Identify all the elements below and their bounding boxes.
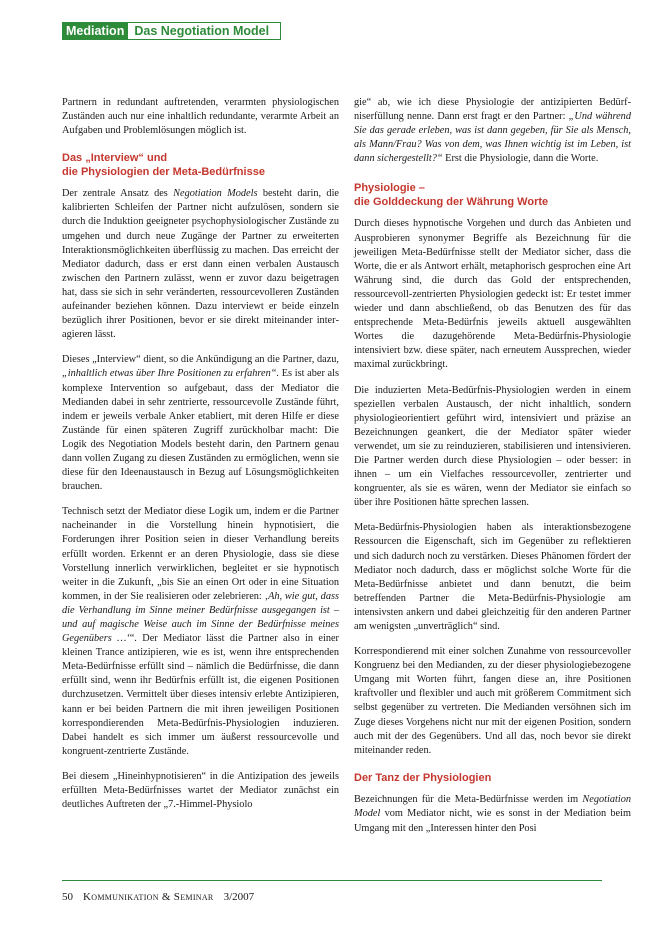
footer-divider [62, 880, 602, 881]
page-number: 50 [62, 891, 73, 903]
publication-name: Kommunikation & Seminar [83, 891, 214, 903]
paragraph: Meta-Bedürfnis-Physiologien haben als interaktionsbezogene Ressourcen die Eigenschaft, sich im Gegenüber zu reflektieren und sich dadurch noch zu verstärken. Dieses Phänomen fördert der Mediator noch dadurch, dass er möglichst solche Worte für die Meta-Bedürfnisse anbietet und dann benutzt, die beim betreffenden Partner die Meta-Bedürfnis-Physiologie am intensivsten ankern und dabei gleichzeitig für den anderen Partner am wenigsten „unverträglich“ sind. [354, 522, 631, 632]
section-heading-interview [62, 152, 339, 179]
text-run: besteht darin, die kalibrierten Schleifen der Partner nicht aufzulösen, sondern sie durch die Induktion geeigneter psychophysiologischer Zustände zu umgehen und durch neue Zugänge der Partner zu erweiterten Interaktionsmöglichkeiten überflüssig zu machen. Das erreicht der Mediator dadurch, dass er erst dann einen verbalen Austausch zwischen den Partnern zulässt, wenn er zuvor dazu beigetragen hat, dass sie sich in sehr veränderten, ressourcevolleren Zuständen aufeinander beziehen können. Dazu interviewt er beide einzeln bezüglich ihrer Positionen, bevor er sie direkt miteinander interagieren lässt. [62, 188, 339, 341]
text-run: Es ist aber als komplexe Intervention so aufgebaut, dass der Mediator die Medianden dabei in sehr zentrierte, ressourcevolle Zustände führt, indem er jeweils verbale Anker etabliert, mit deren Hilfe er diese Zustände für einen späteren Zugriff zurückholbar macht: Die Logik des Negotiation Models besteht darin, den Partnern genau dann vollen Zugang zu diesen Zuständen zu ermöglichen, wenn sie diese für den Ideenaustausch in Bezug auf Lösungsmöglichkeiten brauchen. [62, 368, 340, 493]
emphasis: ‚Ah, wie gut, dass die Verhandlung im Sinne meiner Bedürfnisse ausgegangen ist – und auf magische Weise auch im Sinne der Bedürfnisse meines Gegenübers …‘ [62, 590, 339, 645]
paragraph: Korrespondierend mit einer solchen Zunahme von ressourcevoller Kongruenz bei den Medianden, zu der dieser physiologiebezogene Umgang mit Worten führt, fangen diese an, ihre Positionen kraftvoller und flexibler und auch mit größerem Commitment sich selbst gegenüber zu vertreten. Die Medianden versöhnen sich im Zuge dieses Vorgehens nicht nur mit der eigenen Position, sondern auch mit der des Gegenübers. Und all das, noch bevor sie direkt miteinander reden. [354, 646, 631, 756]
text-run: Der zentrale Ansatz des [62, 188, 174, 200]
text-run: vom Mediator nicht, wie es sonst in der Mediation beim Umgang mit den „Interessen hinter den Posi [354, 808, 631, 834]
page-header [62, 22, 281, 40]
paragraph [354, 96, 631, 166]
text-run: Erst die Physiologie, dann die Worte. [442, 153, 599, 165]
emphasis: „Und während Sie das gerade erleben, was ist dann gegeben, für Sie als Mensch, als Mann/Frau? Was von dem, was Ihnen wichtig ist im Leben, ist dann sichergestellt?“ [354, 111, 631, 165]
paragraph [62, 187, 339, 342]
section-title: Das Negotiation Model [128, 22, 281, 40]
section-heading-golddeckung [354, 182, 631, 209]
right-column [354, 96, 631, 847]
paragraph: Bei diesem „Hineinhypnotisieren“ in die Antizipation des jeweils erfüllten Meta-Bedürfnisses wartet der Mediator zunächst ein deutliches Auftreten der „7.-Himmel-Physiolo [62, 770, 339, 811]
emphasis: Negotiation Model [354, 794, 631, 820]
left-column [62, 96, 339, 823]
heading-line: Physiologie – [354, 182, 425, 195]
text-run: “. Der Mediator lässt die Partner also in einer kleinen Trance antizipieren, wie es ist, wenn ihre entsprechenden Meta-Bedürfnisse erfüllt sind – nämlich die Bedürfnisse, die dann erfüllt sind, wenn ihr Bedürfnis erfüllt ist, die eigenen Positionen durchzusetzen. Vermittelt über dieses intensiv erlebte Antizipieren, kann er bei beiden Partnern die mit ihren jeweiligen Positionen korrespondierenden Meta-Bedürfnis-Physiologien induzieren. Dabei handelt es sich immer um äußerst ressourcevolle und kongruent-zentrierte Zustände. [62, 633, 339, 757]
paragraph: Durch dieses hypnotische Vorgehen und durch das Anbieten und Ausprobieren synonymer Begriffe als Bezeichnung für die jeweiligen Meta-Bedürfnisse stellt der Mediator sicher, dass die Worte, die er als Antwort erhält, metaphorisch gesprochen eine Art Währung sind, die durch das Gold der entsprechenden, ressourcevoll-zentrierten Physiologien gedeckt ist: Er testet immer wieder und dann abschließend, ob das Benutzen des für das entsprechende Meta-Bedürfnis jeweils aktuell ausgewählten Wortes die dazugehörende Meta-Bedürfnis-Physiologie intensiviert bzw. diese später, nach erneutem Aussprechen, wieder maximal zurückbringt. [354, 218, 631, 371]
text-run: gie“ ab, wie ich diese Physiologie der antizipierten Bedürfniserfüllung nenne. Dann erst fragt er den Partner: [354, 97, 631, 123]
heading-line: die Golddeckung der Währung Worte [354, 195, 549, 208]
text-run: Bezeichnungen für die Meta-Bedürfnisse werden im [354, 794, 583, 806]
issue-number: 3/2007 [223, 891, 255, 903]
paragraph: Die induzierten Meta-Bedürfnis-Physiologien werden in einem speziellen verbalen Austausch, der nicht inhaltlich, sondern physiologieorientiert geführt wird, intensiviert und präzise an Bezeichnungen geankert, die der Mediator später wieder verwendet, um sie zu reinduzieren, stabilisieren und intensivieren. Die Partner werden durch diese Physiologien – oder besser: in ihnen – um ein Vielfaches ressourcevoller, zentrierter und kongruenter, als sie es wären, wenn der Mediator sie einfach so über ihre Positionen hätte sprechen lassen. [354, 384, 631, 509]
emphasis: „inhaltlich etwas über Ihre Positionen zu erfahren“. [62, 368, 280, 380]
paragraph [354, 793, 631, 835]
paragraph [62, 505, 339, 759]
section-tag: Mediation [62, 22, 128, 40]
paragraph: Partnern in redundant auftretenden, verarmten physiologischen Zuständen auch nur eine inhaltlich redundante, verarmte Arbeit an Aufgaben und Problemlösungen möglich ist. [62, 97, 339, 137]
text-run: Technisch setzt der Mediator diese Logik um, indem er die Partner nacheinander in die Vorstellung hinein hypnotisiert, die Forderungen ihrer Position seien in dieser Verhandlung bereits erfüllt worden. Erkennt er an deren Physiologie, dass sie diese Vorstellung innerlich verwirklichen, begleitet er sie hypnotisch weiter in die Zukunft, „bis Sie an einen Ort oder in eine Situation kommen, in der Sie realisieren oder zelebrieren: [62, 506, 339, 602]
paragraph [62, 353, 339, 494]
section-heading-tanz: Der Tanz der Physiologien [354, 771, 492, 784]
emphasis: Negotiation Models [173, 188, 258, 200]
heading-line: Das „Interview“ und [62, 152, 168, 165]
text-run: Dieses „Interview“ dient, so die Ankündigung an die Partner, dazu, [62, 354, 339, 366]
page-footer [62, 891, 254, 903]
heading-line: die Physiologien der Meta-Bedürfnisse [62, 165, 265, 178]
